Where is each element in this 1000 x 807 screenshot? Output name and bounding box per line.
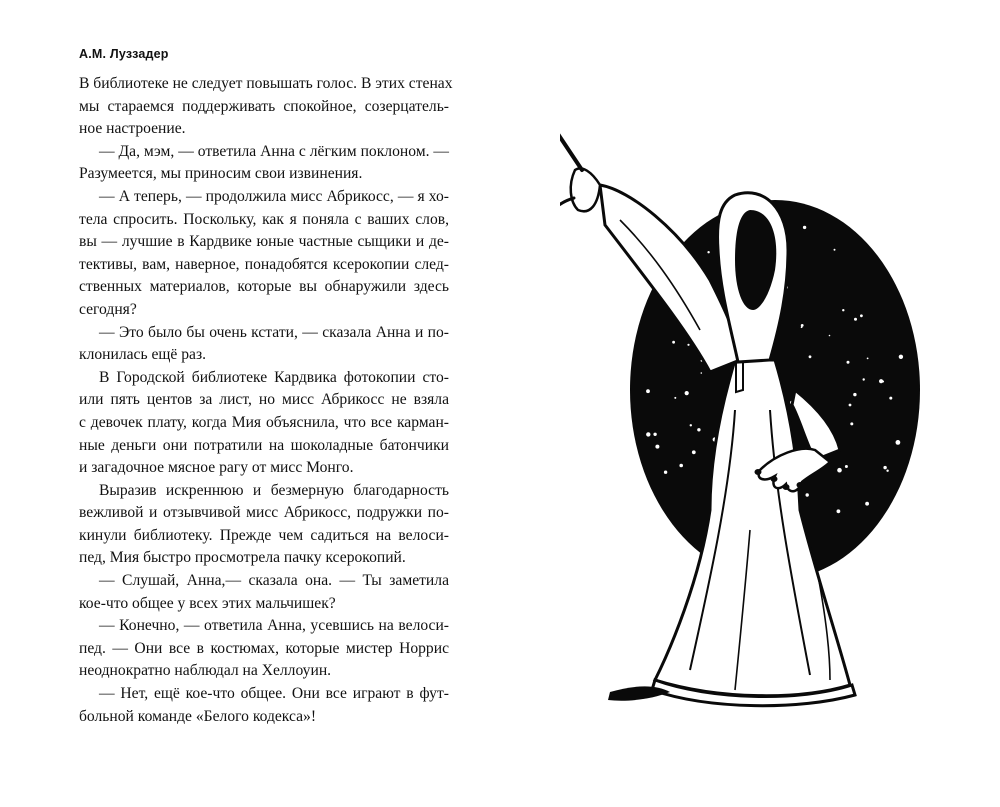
star	[690, 424, 692, 426]
text-line: тективы, вам, наверное, понадобятся ксерокопии след-	[79, 255, 449, 273]
star	[863, 378, 865, 380]
star	[867, 358, 869, 360]
star	[889, 397, 892, 400]
running-head: А.М. Луззадер	[79, 47, 169, 61]
text-line: клонилась ещё раз.	[79, 346, 207, 364]
text-line: вы — лучшие в Кардвике юные частные сыщики и де-	[79, 233, 449, 251]
star	[834, 249, 836, 251]
star	[646, 389, 650, 393]
text-line: кинули библиотеку. Прежде чем садиться на велоси-	[79, 526, 449, 544]
text-line: сегодня?	[79, 300, 137, 318]
star	[803, 226, 806, 229]
star	[674, 397, 676, 399]
star	[849, 404, 852, 407]
text-line: ственных материалов, которые вы обнаружили здесь	[79, 278, 449, 296]
text-line: больной команде «Белого кодекса»!	[79, 707, 317, 725]
star	[809, 355, 812, 358]
star	[850, 422, 853, 425]
pointing-hand	[571, 168, 600, 211]
text-line: с девочек плату, когда Мия объяснила, что все карман-	[79, 413, 449, 431]
text-line: кое-что общее у всех этих мальчишек?	[79, 594, 336, 612]
star	[860, 314, 863, 317]
star	[829, 335, 831, 337]
text-line: и загадочное мясное рагу от мисс Монго.	[79, 459, 354, 477]
star	[883, 466, 886, 469]
star	[837, 468, 842, 473]
text-line: неоднократно наблюдал на Хеллоуин.	[79, 662, 332, 680]
star	[679, 464, 683, 468]
text-line: — Конечно, — ответила Анна, усевшись на велоси-	[99, 617, 449, 635]
star	[646, 432, 650, 436]
star	[697, 428, 700, 431]
star	[842, 309, 844, 311]
text-line: — Это было бы очень кстати, — сказала Анна и по-	[99, 323, 449, 341]
star	[664, 471, 667, 474]
star	[896, 440, 901, 445]
text-line: тела спросить. Поскольку, как я поняла с ваших слов,	[79, 210, 449, 228]
body-text	[79, 73, 453, 728]
text-line: пед, Мия быстро просмотрела пачку ксерокопий.	[79, 549, 406, 567]
text-line: ное настроение.	[79, 120, 186, 138]
star	[853, 393, 856, 396]
text-line: — А теперь, — продолжила мисс Абрикосс, — я хо-	[99, 187, 449, 205]
star	[806, 493, 809, 496]
text-line: ные деньги они потратили на шоколадные батончики	[79, 436, 449, 454]
text-line: или пять центов за лист, но мисс Абрикосс не взяла	[79, 391, 449, 409]
text-line: — Да, мэм, — ответила Анна с лёгким поклоном. —	[99, 142, 449, 160]
text-line: В Городской библиотеке Кардвика фотокопии сто-	[99, 368, 449, 386]
star	[899, 355, 903, 359]
star	[707, 251, 709, 253]
text-line: вежливой и отзывчивой мисс Абрикосс, подружки по-	[79, 504, 449, 522]
star	[687, 344, 689, 346]
star	[854, 318, 857, 321]
star	[845, 465, 848, 468]
star	[886, 470, 888, 472]
star	[672, 341, 675, 344]
star	[882, 381, 884, 383]
star	[837, 509, 841, 513]
star	[865, 502, 869, 506]
star	[692, 450, 696, 454]
hooded-figure-illustration	[560, 110, 980, 710]
text-line: В библиотеке не следует повышать голос. В этих стенах	[79, 75, 453, 92]
star	[653, 433, 656, 436]
text-line: Разумеется, мы приносим свои извинения.	[79, 165, 363, 183]
text-line: пед. — Они все в костюмах, которые мистер Норрис	[79, 639, 449, 657]
text-line: Выразив искреннюю и безмерную благодарность	[99, 481, 449, 499]
text-line: — Нет, ещё кое-что общее. Они все играют в фут-	[99, 685, 449, 703]
star	[685, 391, 689, 395]
text-line: — Слушай, Анна,— сказала она. — Ты заметила	[99, 572, 449, 590]
star	[847, 361, 850, 364]
star	[701, 372, 703, 374]
text-line: мы стараемся поддерживать спокойное, созерцатель-	[79, 97, 449, 115]
foot	[608, 686, 670, 700]
star	[801, 324, 804, 327]
star	[655, 445, 659, 449]
